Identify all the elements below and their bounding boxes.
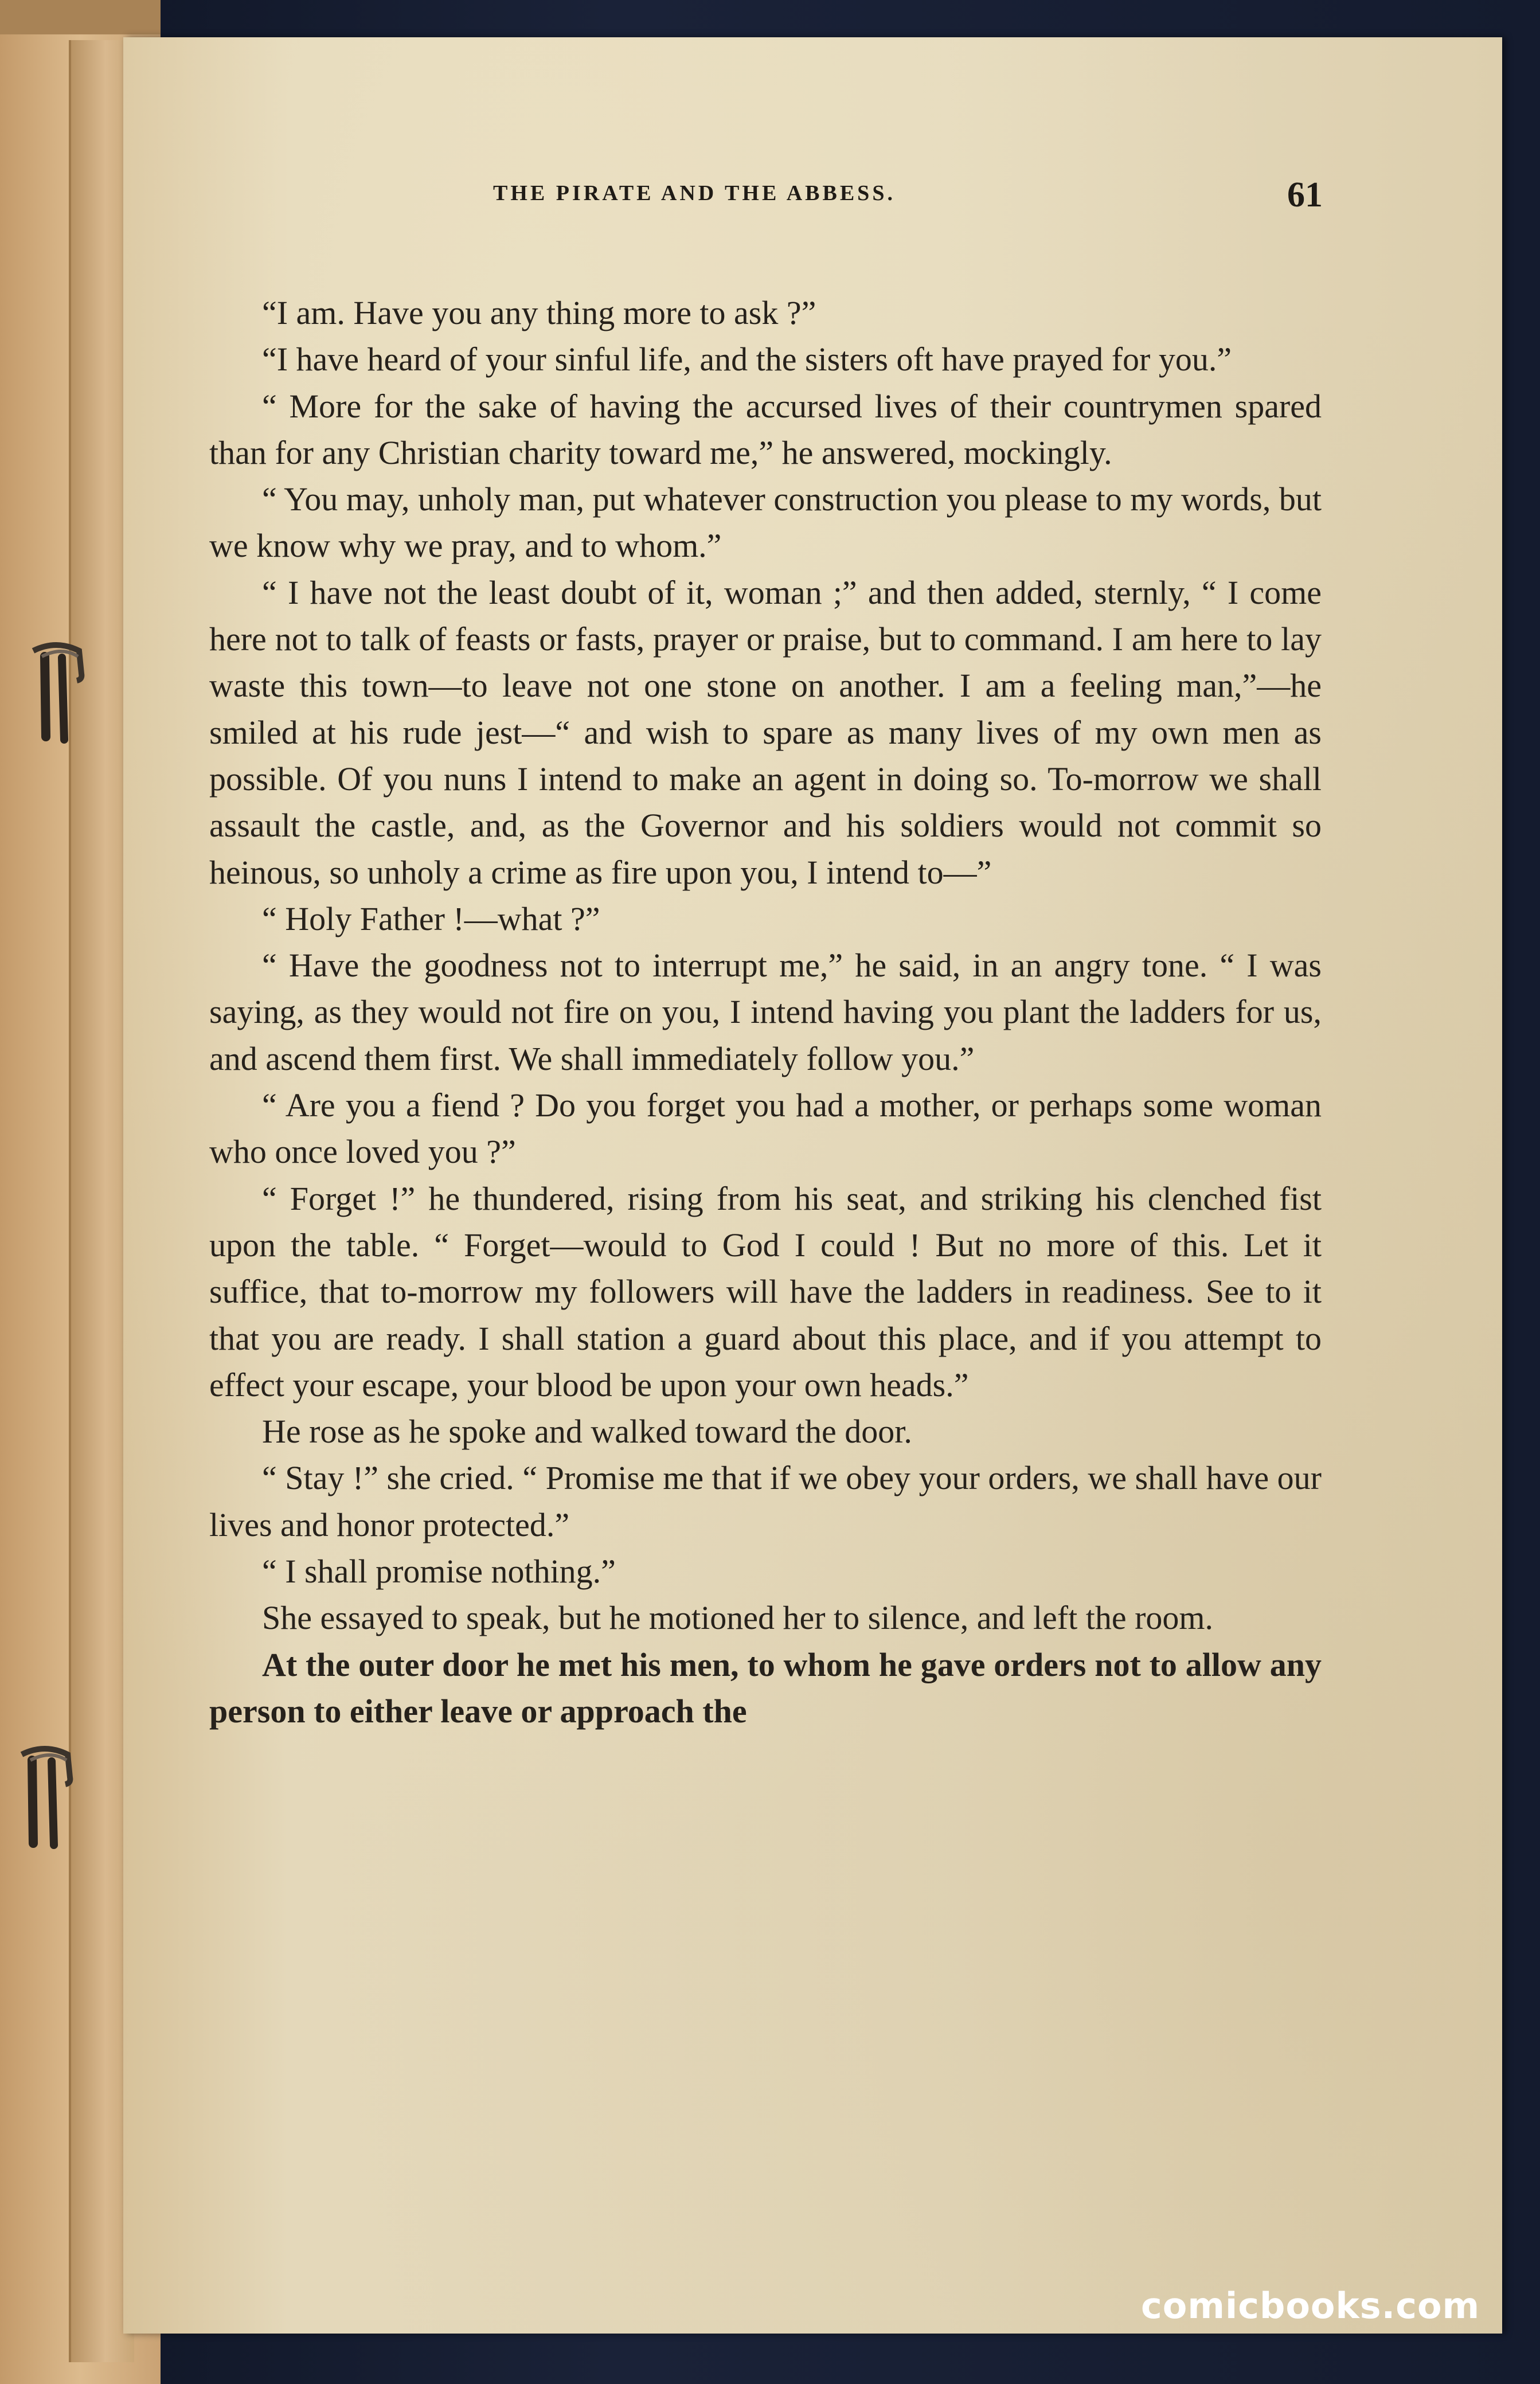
paragraph: “I am. Have you any thing more to ask ?” bbox=[262, 294, 816, 331]
paragraph: “ I have not the least doubt of it, woman ;” and then added, sternly, “ I come here not to talk of feasts or fasts, prayer or praise, but to command. I am here to lay waste this town—to leave not one stone on another. I am a feeling man,”—he smiled at his rude jest—“ and wish to spare as many lives of my own men as possible. Of you nuns I intend to make an agent in doing so. To-morrow we shall assault the castle, and, as the Governor and his soldiers would not commit so heinous, so unholy a crime as fire upon you, I intend to—” bbox=[209, 573, 1322, 891]
paragraph: “ More for the sake of having the accursed lives of their countrymen spared than for any Christian charity toward me,” he answered, mockingly. bbox=[209, 387, 1322, 471]
paragraph: “ Forget !” he thundered, rising from his seat, and striking his clenched fist upon the table. “ Forget—would to God I could ! But no more of this. Let it suffice, that to-morrow my followers will have the ladders in readiness. See to it that you are ready. I shall station a guard about this place, and if you attempt to effect your escape, your blood be upon your own heads.” bbox=[209, 1179, 1322, 1404]
paragraph: “I have heard of your sinful life, and the sisters oft have prayed for you.” bbox=[262, 341, 1232, 378]
paragraph: She essayed to speak, but he motioned her to silence, and left the room. bbox=[262, 1599, 1214, 1637]
book-page bbox=[123, 37, 1502, 2334]
paragraph: “ Are you a fiend ? Do you forget you had a mother, or perhaps some woman who once loved you ?” bbox=[209, 1087, 1322, 1171]
paragraph: “ Stay !” she cried. “ Promise me that if we obey your orders, we shall have our lives and honor protected.” bbox=[209, 1459, 1322, 1543]
page-number: 61 bbox=[1287, 175, 1323, 214]
body-text bbox=[209, 290, 1322, 1734]
paragraph: “ Have the goodness not to interrupt me,” he said, in an angry tone. “ I was saying, as they would not fire on you, I intend having you plant the ladders for us, and ascend them first. We shall immediately follow you.” bbox=[209, 947, 1322, 1077]
paragraph: He rose as he spoke and walked toward the door. bbox=[262, 1413, 912, 1451]
running-head: THE PIRATE AND THE ABBESS. bbox=[493, 181, 896, 205]
site-watermark: comicbooks.com bbox=[1141, 2285, 1480, 2327]
page-header bbox=[123, 175, 1502, 226]
paragraph: At the outer door he met his men, to whom he gave orders not to allow any person to either leave or approach the bbox=[209, 1646, 1322, 1730]
paragraph: “ Holy Father !—what ?” bbox=[262, 900, 600, 937]
paragraph: “ I shall promise nothing.” bbox=[262, 1553, 616, 1590]
paragraph: “ You may, unholy man, put whatever construction you please to my words, but we know why we pray, and to whom.” bbox=[209, 480, 1322, 565]
facing-page-top-shadow bbox=[0, 0, 161, 34]
staple-icon bbox=[22, 639, 91, 748]
staple-icon bbox=[10, 1743, 79, 1852]
